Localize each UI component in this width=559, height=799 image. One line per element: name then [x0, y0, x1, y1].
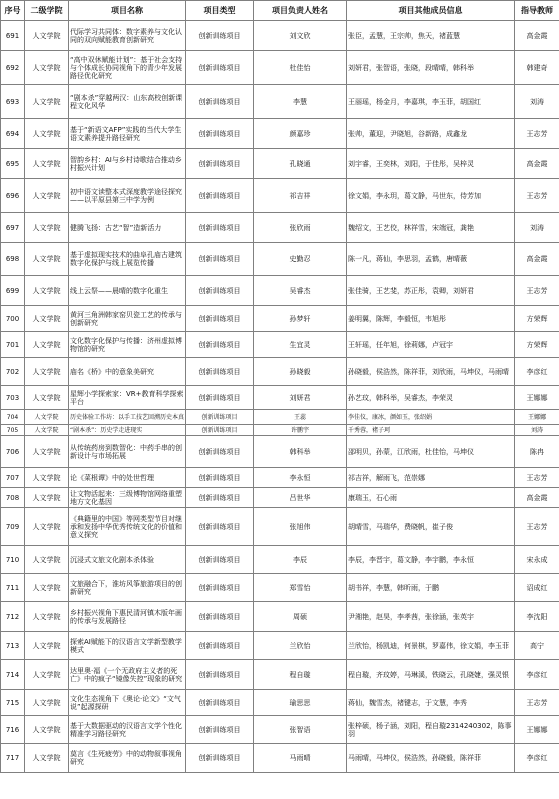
cell-college: 人文学院	[25, 468, 69, 488]
cell-project-name: 乡村振兴视角下惠民清河镇木版年画的传承与发展路径	[69, 602, 186, 632]
cell-no: 691	[1, 21, 25, 51]
cell-advisor: 方荣辉	[515, 306, 559, 332]
cell-advisor: 刘涛	[515, 85, 559, 119]
cell-college: 人文学院	[25, 149, 69, 179]
cell-no: 715	[1, 690, 25, 716]
table-row	[1, 179, 559, 213]
cell-advisor: 韩建奇	[515, 51, 559, 85]
cell-college: 人文学院	[25, 488, 69, 508]
cell-advisor: 高金霞	[515, 21, 559, 51]
cell-project-name: 让文物活起来：三级博物馆网络重塑地方文化基因	[69, 488, 186, 508]
cell-project-type: 创新训练项目	[186, 386, 254, 410]
cell-college: 人文学院	[25, 632, 69, 660]
cell-no: 700	[1, 306, 25, 332]
cell-project-name: 莫言《生死疲劳》中的动物叙事视角研究	[69, 744, 186, 773]
cell-project-name: 文化数字化保护与传播：济州虚拟博物馆的研究	[69, 332, 186, 358]
cell-leader: 孙梦轩	[254, 306, 347, 332]
cell-project-type: 创新训练项目	[186, 716, 254, 744]
cell-project-name: 历史体验工作坊：以手工技艺回溯历史本真	[69, 410, 186, 425]
cell-members: 马雨晴，马坤仪，侯浩然，孙晓毅，陈祥菲	[347, 744, 515, 773]
table-row	[1, 425, 559, 436]
cell-no: 713	[1, 632, 25, 660]
cell-no: 709	[1, 508, 25, 546]
table-row	[1, 276, 559, 306]
cell-college: 人文学院	[25, 276, 69, 306]
table-row	[1, 85, 559, 119]
cell-no: 711	[1, 574, 25, 602]
cell-college: 人文学院	[25, 660, 69, 690]
cell-college: 人文学院	[25, 332, 69, 358]
cell-advisor: 刘涛	[515, 425, 559, 436]
cell-project-name: 沉浸式文旅文化剧本杀体验	[69, 546, 186, 574]
cell-members: 张臣，孟慧，王宗帅，焦天，褚蓝慧	[347, 21, 515, 51]
cell-leader: 许鹏宇	[254, 425, 347, 436]
table-row	[1, 243, 559, 276]
cell-project-type: 创新训练项目	[186, 85, 254, 119]
table-row	[1, 574, 559, 602]
table-row	[1, 744, 559, 773]
cell-no: 716	[1, 716, 25, 744]
table-row	[1, 436, 559, 468]
cell-project-name: 智韵乡村：AI与乡村诗歌结合推动乡村振兴计划	[69, 149, 186, 179]
cell-members: 邵明贝，孙蒙，江欣雨，杜佳怡，马坤仪	[347, 436, 515, 468]
cell-leader: 郑雪怡	[254, 574, 347, 602]
cell-college: 人文学院	[25, 425, 69, 436]
table-row	[1, 468, 559, 488]
cell-members: 魏绍文，王艺佼，林祥雪，宋端冠，龚艳	[347, 213, 515, 243]
cell-no: 710	[1, 546, 25, 574]
table-row	[1, 716, 559, 744]
cell-no: 695	[1, 149, 25, 179]
table-row	[1, 358, 559, 386]
cell-project-name: 探索AI赋能下的汉语言文学新型教学模式	[69, 632, 186, 660]
cell-project-type: 创新训练项目	[186, 410, 254, 425]
header-cell-college: 二级学院	[25, 1, 69, 21]
cell-leader: 李慧	[254, 85, 347, 119]
cell-advisor: 王志芳	[515, 468, 559, 488]
cell-advisor: 高金霞	[515, 149, 559, 179]
cell-college: 人文学院	[25, 690, 69, 716]
cell-advisor: 王志芳	[515, 179, 559, 213]
table-row	[1, 119, 559, 149]
header-cell-no: 序号	[1, 1, 25, 21]
cell-leader: 祁吉祥	[254, 179, 347, 213]
cell-members: 祁吉祥，解雨飞，范崇娜	[347, 468, 515, 488]
cell-advisor: 陈冉	[515, 436, 559, 468]
cell-leader: 瑜思思	[254, 690, 347, 716]
cell-leader: 生宜灵	[254, 332, 347, 358]
cell-project-name: 黄河三角洲韩家窑贝瓷工艺的传承与创新研究	[69, 306, 186, 332]
cell-project-type: 创新训练项目	[186, 51, 254, 85]
cell-project-name: 庙名《桥》中的意象美研究	[69, 358, 186, 386]
cell-project-type: 创新训练项目	[186, 425, 254, 436]
cell-project-name: 健腾飞扬：古艺“智”造新活力	[69, 213, 186, 243]
cell-college: 人文学院	[25, 574, 69, 602]
cell-advisor: 王娜娜	[515, 386, 559, 410]
cell-members: 兰欣怡，杨凯迪，何景棋，罗嘉伟，徐文娟，李玉菲	[347, 632, 515, 660]
cell-college: 人文学院	[25, 410, 69, 425]
table-body	[1, 21, 559, 773]
cell-members: 胡晴雪，马瑞华，费晓帆，崔子俊	[347, 508, 515, 546]
table-row	[1, 21, 559, 51]
cell-advisor: 诏成红	[515, 574, 559, 602]
cell-college: 人文学院	[25, 716, 69, 744]
cell-project-name: 论《菜根谭》中的处世哲理	[69, 468, 186, 488]
cell-no: 712	[1, 602, 25, 632]
cell-leader: 孙晓毅	[254, 358, 347, 386]
cell-no: 698	[1, 243, 25, 276]
cell-members: 张佳骑，王艺斐，苏正彤，袁卿，刘妍君	[347, 276, 515, 306]
cell-college: 人文学院	[25, 21, 69, 51]
cell-members: 康瑞玉，石心雨	[347, 488, 515, 508]
cell-project-type: 创新训练项目	[186, 660, 254, 690]
cell-leader: 颜嘉珍	[254, 119, 347, 149]
cell-project-type: 创新训练项目	[186, 276, 254, 306]
cell-leader: 兰欣怡	[254, 632, 347, 660]
cell-leader: 周硕	[254, 602, 347, 632]
cell-project-type: 创新训练项目	[186, 690, 254, 716]
cell-project-type: 创新训练项目	[186, 243, 254, 276]
cell-leader: 张旭伟	[254, 508, 347, 546]
cell-members: 张梓硕，杨子涵，刘阳，程自璇2314240302，陈事羽	[347, 716, 515, 744]
table-row	[1, 410, 559, 425]
cell-members: 尹湘艳，赵昊，李孝茜，张徐涵，张英宇	[347, 602, 515, 632]
cell-advisor: 王志芳	[515, 508, 559, 546]
cell-leader: 王蕊	[254, 410, 347, 425]
cell-members: 刘宇睿，王奕林，刘阳，于佳彤，吴梓灵	[347, 149, 515, 179]
cell-advisor: 李沈阳	[515, 602, 559, 632]
cell-no: 693	[1, 85, 25, 119]
header-row	[1, 1, 559, 21]
cell-members: 程自璇，齐玟婷，马琳溪，铁晓云，孔晓婕，强灵银	[347, 660, 515, 690]
cell-leader: 韩科举	[254, 436, 347, 468]
table-row	[1, 546, 559, 574]
cell-no: 714	[1, 660, 25, 690]
table-row	[1, 306, 559, 332]
cell-no: 692	[1, 51, 25, 85]
cell-college: 人文学院	[25, 602, 69, 632]
table-row	[1, 213, 559, 243]
cell-leader: 张智语	[254, 716, 347, 744]
cell-project-name: 达里奥·福《一个无政府主义者的死亡》中的疯子“镜像失控”现象的研究	[69, 660, 186, 690]
cell-college: 人文学院	[25, 358, 69, 386]
table-row	[1, 488, 559, 508]
table-row	[1, 508, 559, 546]
cell-project-type: 创新训练项目	[186, 632, 254, 660]
cell-advisor: 王志芳	[515, 690, 559, 716]
cell-project-name: 代际学习共同体：数字素养与文化认同的双向赋能教育创新研究	[69, 21, 186, 51]
cell-project-type: 创新训练项目	[186, 744, 254, 773]
table-row	[1, 332, 559, 358]
cell-project-type: 创新训练项目	[186, 488, 254, 508]
cell-project-name: 文旅融合下，淮坊风筝旅游项目的创新研究	[69, 574, 186, 602]
cell-leader: 李辰	[254, 546, 347, 574]
cell-no: 702	[1, 358, 25, 386]
cell-college: 人文学院	[25, 744, 69, 773]
header-cell-advisor: 指导教师	[515, 1, 559, 21]
table-row	[1, 660, 559, 690]
cell-project-name: 基于虚拟现实技术的曲阜孔庙古建筑数字化保护与线上展览传播	[69, 243, 186, 276]
cell-project-name: 文化生态视角下《奥论·论文》“文气说”起源探研	[69, 690, 186, 716]
cell-advisor: 王志芳	[515, 119, 559, 149]
cell-leader: 孔晓通	[254, 149, 347, 179]
cell-college: 人文学院	[25, 243, 69, 276]
cell-no: 708	[1, 488, 25, 508]
cell-college: 人文学院	[25, 119, 69, 149]
cell-college: 人文学院	[25, 179, 69, 213]
cell-leader: 吕世华	[254, 488, 347, 508]
cell-project-name: “剧本杀”：历史学走进现实	[69, 425, 186, 436]
cell-leader: 史勤忍	[254, 243, 347, 276]
cell-advisor: 方荣辉	[515, 332, 559, 358]
cell-project-type: 创新训练项目	[186, 468, 254, 488]
cell-project-type: 创新训练项目	[186, 119, 254, 149]
cell-members: 孙艺玟，韩科举，吴睿杰，李荣灵	[347, 386, 515, 410]
cell-no: 705	[1, 425, 25, 436]
cell-advisor: 刘涛	[515, 213, 559, 243]
cell-advisor: 王娜娜	[515, 716, 559, 744]
cell-leader: 刘妍君	[254, 386, 347, 410]
cell-college: 人文学院	[25, 85, 69, 119]
cell-advisor: 高金霞	[515, 243, 559, 276]
cell-project-type: 创新训练项目	[186, 508, 254, 546]
table-row	[1, 51, 559, 85]
cell-project-type: 创新训练项目	[186, 332, 254, 358]
cell-no: 707	[1, 468, 25, 488]
cell-project-type: 创新训练项目	[186, 21, 254, 51]
cell-members: 孙晓毅，侯浩然，陈祥菲，刘欣雨，马坤仪，马雨晴	[347, 358, 515, 386]
cell-advisor: 王娜娜	[515, 410, 559, 425]
cell-leader: 马雨晴	[254, 744, 347, 773]
table-row	[1, 602, 559, 632]
cell-no: 704	[1, 410, 25, 425]
cell-members: 张帅，董迎，尹晓旭，谷新路，成鑫龙	[347, 119, 515, 149]
cell-project-type: 创新训练项目	[186, 306, 254, 332]
cell-college: 人文学院	[25, 213, 69, 243]
table-row	[1, 149, 559, 179]
cell-no: 701	[1, 332, 25, 358]
cell-college: 人文学院	[25, 546, 69, 574]
cell-leader: 李永恒	[254, 468, 347, 488]
header-cell-leader: 项目负责人姓名	[254, 1, 347, 21]
cell-project-name: 从传统药房到数智化：中药手串的创新设计与市场拓展	[69, 436, 186, 468]
cell-leader: 张欣雨	[254, 213, 347, 243]
cell-members: 李佳仪，康冰，颜如玉，张绍娟	[347, 410, 515, 425]
cell-project-name: 星辉小学探索家：VR+教育科学探索平台	[69, 386, 186, 410]
cell-no: 697	[1, 213, 25, 243]
cell-no: 699	[1, 276, 25, 306]
cell-members: 李辰，李晋宇，葛文静，李宇鹏，李永恒	[347, 546, 515, 574]
cell-advisor: 高宁	[515, 632, 559, 660]
cell-leader: 杜佳怡	[254, 51, 347, 85]
cell-members: 刘妍君，张智语，张晓，段晴晴，韩科举	[347, 51, 515, 85]
header-cell-project-type: 项目类型	[186, 1, 254, 21]
table-row	[1, 632, 559, 660]
cell-advisor: 李彦红	[515, 660, 559, 690]
cell-project-type: 创新训练项目	[186, 358, 254, 386]
cell-college: 人文学院	[25, 51, 69, 85]
table-row	[1, 386, 559, 410]
cell-project-name: 线上云祭——晨晴的数字化重生	[69, 276, 186, 306]
cell-advisor: 李彦红	[515, 358, 559, 386]
cell-members: 胡书祥，李慧，韩昕雨，于鹏	[347, 574, 515, 602]
header-cell-project-name: 项目名称	[69, 1, 186, 21]
cell-college: 人文学院	[25, 508, 69, 546]
cell-advisor: 高金霞	[515, 488, 559, 508]
cell-members: 姜明翼，陈辉，李毅恒，韦旭彤	[347, 306, 515, 332]
table-row	[1, 690, 559, 716]
cell-members: 王丽瑶，杨金月，李嘉琪，李玉菲，胡国红	[347, 85, 515, 119]
cell-project-name: 基于大数据驱动的汉语言文学个性化精准学习路径研究	[69, 716, 186, 744]
cell-college: 人文学院	[25, 386, 69, 410]
cell-project-type: 创新训练项目	[186, 149, 254, 179]
cell-members: 蒋仙，魏雪杰，褚键志，于文慧，李秀	[347, 690, 515, 716]
cell-project-type: 创新训练项目	[186, 436, 254, 468]
cell-no: 703	[1, 386, 25, 410]
cell-advisor: 王志芳	[515, 276, 559, 306]
cell-no: 706	[1, 436, 25, 468]
cell-project-name: 《典籍里的中国》等网类型节目对继承和发扬中华优秀传统文化的价值和意义探究	[69, 508, 186, 546]
cell-project-type: 创新训练项目	[186, 546, 254, 574]
cell-project-name: “剧本杀”穿越两汉：山东高校创新课程文化风华	[69, 85, 186, 119]
cell-members: 陈一凡，蒋仙，李思羽，孟鹤，唐晴薇	[347, 243, 515, 276]
cell-advisor: 宋永成	[515, 546, 559, 574]
header-cell-members: 项目其他成员信息	[347, 1, 515, 21]
cell-project-name: “高中双休赋能计划”：基于社会支持与个体成长协同视角下的青少年发展路径优化研究	[69, 51, 186, 85]
cell-members: 千秀蓉，褚子珂	[347, 425, 515, 436]
cell-no: 696	[1, 179, 25, 213]
cell-members: 王轩瑶，任年旭，徐莉娜，卢冠宇	[347, 332, 515, 358]
cell-leader: 吴睿杰	[254, 276, 347, 306]
cell-college: 人文学院	[25, 436, 69, 468]
cell-project-type: 创新训练项目	[186, 574, 254, 602]
cell-leader: 程自璇	[254, 660, 347, 690]
cell-project-type: 创新训练项目	[186, 602, 254, 632]
cell-project-name: 基于“新语文AFP”实践的当代大学生语文素养提升路径研究	[69, 119, 186, 149]
cell-members: 徐文娟，李永玥，葛文静，马世东，侍芳加	[347, 179, 515, 213]
cell-project-type: 创新训练项目	[186, 179, 254, 213]
cell-no: 717	[1, 744, 25, 773]
cell-leader: 刘文欣	[254, 21, 347, 51]
cell-advisor: 李彦红	[515, 744, 559, 773]
cell-college: 人文学院	[25, 306, 69, 332]
cell-project-type: 创新训练项目	[186, 213, 254, 243]
cell-project-name: 初中语文读整本式深度教学途径探究——以平原县第三中学为例	[69, 179, 186, 213]
cell-no: 694	[1, 119, 25, 149]
